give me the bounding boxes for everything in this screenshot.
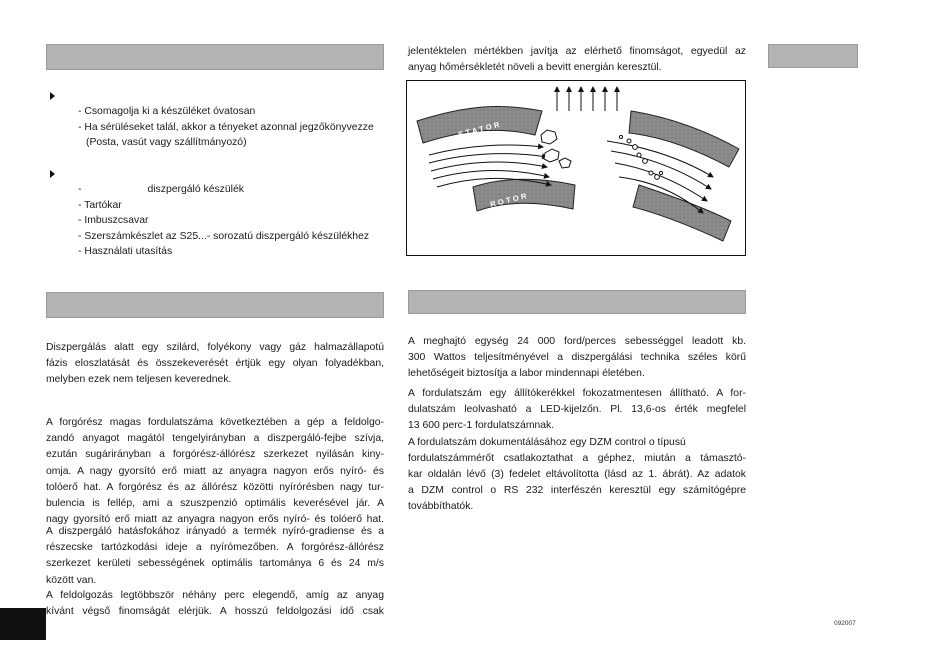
continuation-paragraph <box>408 44 746 76</box>
text-line: között van. <box>46 574 97 586</box>
text-line: A forgórész magas fordulatszáma következtében a gép a feldolgo- <box>46 417 384 428</box>
text-line: lehetőségeit biztosítja a labor mindennapi életében. <box>408 368 645 380</box>
text-line: a DZM control o RS 232 interfészén keresztül egy számítógépre <box>408 485 746 497</box>
text-line: fordulatszámmérőt csatlakoztathat a géphez, miután a támasztó- <box>408 452 746 464</box>
section-header-bar-drive <box>408 290 746 314</box>
unpack-line: - Ha sérüléseket talál, akkor a tényeket azonnal jegzőkönyvezze <box>78 121 374 133</box>
text-line: zandó anyagot magától tengelyirányban a diszpergáló-fejbe szívja, <box>46 433 384 445</box>
rotor-principle-paragraph <box>46 415 384 528</box>
efficiency-paragraph <box>46 524 384 589</box>
rotor-stator-illustration <box>407 81 745 255</box>
text-line: jelentéktelen mértékben javítja az elérhető finomságot, egyedül az <box>408 46 746 57</box>
contents-item: - Szerszámkészlet az S25...- sorozatú diszpergáló készülékhez <box>78 230 370 242</box>
text-line: A fordulatszám dokumentálásához egy DZM control o típusú <box>408 436 686 448</box>
text-line: szerkezet kerületi sebességének optimális tartománya 6 és 24 m/s <box>46 558 384 570</box>
text-line: kívánt végső finomságát elérjük. A hosszú feldolgozási idő csak <box>46 606 384 618</box>
unpack-instructions <box>78 104 374 151</box>
text-line: A diszpergáló hatásfokához irányadó a termék nyíró-gradiense és a <box>46 526 384 537</box>
unpack-line: - Csomagolja ki a készüléket óvatosan <box>78 106 256 117</box>
processing-time-paragraph <box>46 588 384 620</box>
text-line: tolóerő hat. A forgórész és az állórész közötti nyírórésben nagy tur- <box>46 481 384 493</box>
stator-label: STATOR <box>457 119 503 139</box>
text-line: A fordulatszám egy állítókerékkel fokozatmentesen állítható. A for- <box>408 388 746 399</box>
text-line: részecske tartózkodási ideje a nyírómezőben. A forgórész-állórész <box>46 542 384 554</box>
section-header-bar-dispersing <box>46 292 384 318</box>
text-line: dulatszám leolvasható a LED-kijelzőn. Pl. 13,6-os érték megfelel <box>408 404 746 416</box>
dispersion-intro-paragraph <box>46 340 384 389</box>
text-line: 13 600 perc-1 fordulatszámnak. <box>408 420 555 432</box>
rotor-label: ROTOR <box>489 190 530 209</box>
text-line: bulencia is fellép, ami a szuszpenzió optimális keverésével jár. A <box>46 498 384 510</box>
text-line: nagy gyorsító erő miatt az anyagra nagyon erős nyíró- és tolóerő hat. <box>46 514 384 526</box>
margin-tab-bar <box>768 44 858 68</box>
bullet-arrow-icon <box>50 170 55 178</box>
contents-item: - Tartókar <box>78 199 122 211</box>
drive-unit-paragraph <box>408 334 746 383</box>
text-line: Diszpergálás alatt egy szilárd, folyékony vagy gáz halmazállapotú <box>46 342 384 353</box>
contents-dash: - <box>78 184 82 195</box>
contents-item: - Imbuszcsavar <box>78 215 149 227</box>
contents-item-device: diszpergáló készülék <box>147 184 244 195</box>
bullet-arrow-icon <box>50 92 55 100</box>
rotor-stator-diagram <box>406 80 746 256</box>
text-line: 300 Wattos teljesítményével a diszpergálási technika széles körű <box>408 352 746 364</box>
rotor-segment <box>633 185 731 241</box>
text-line: ezután sugárirányban a forgórész-állórész szerkezet nyilásán kiny- <box>46 449 384 461</box>
text-line: anyag hőmérsékletét növeli a bevitt energián keresztül. <box>408 62 662 74</box>
text-line: A feldolgozás legtöbbször néhány perc elegendő, amíg az anyag <box>46 590 384 601</box>
text-line: fázis eloszlatását és összekeverését értjük egy olyan folyadékban, <box>46 358 384 370</box>
unpack-line: (Posta, vasút vagy szállítmányozó) <box>86 137 247 149</box>
text-line: kar oldalán lévő (3) fedelet eltávolította (lásd az 1. ábrát). Az adatok <box>408 469 746 481</box>
document-code: 092007 <box>834 620 856 627</box>
text-line: továbbíthatók. <box>408 501 474 513</box>
text-line: A meghajtó egység 24 000 ford/perces sebességgel leadott kb. <box>408 336 746 347</box>
text-line: melyben ezek nem teljesen keverednek. <box>46 374 232 386</box>
section-header-bar-unpacking <box>46 44 384 70</box>
speed-control-paragraph <box>408 386 746 516</box>
page-edge-tab <box>0 608 46 640</box>
text-line: omja. A nagy gyorsító erő miatt az anyagra nagyon erős nyíró- és <box>46 465 384 477</box>
package-contents-list <box>78 182 369 260</box>
contents-item: - Használati utasítás <box>78 246 173 258</box>
contents-item <box>78 182 369 198</box>
